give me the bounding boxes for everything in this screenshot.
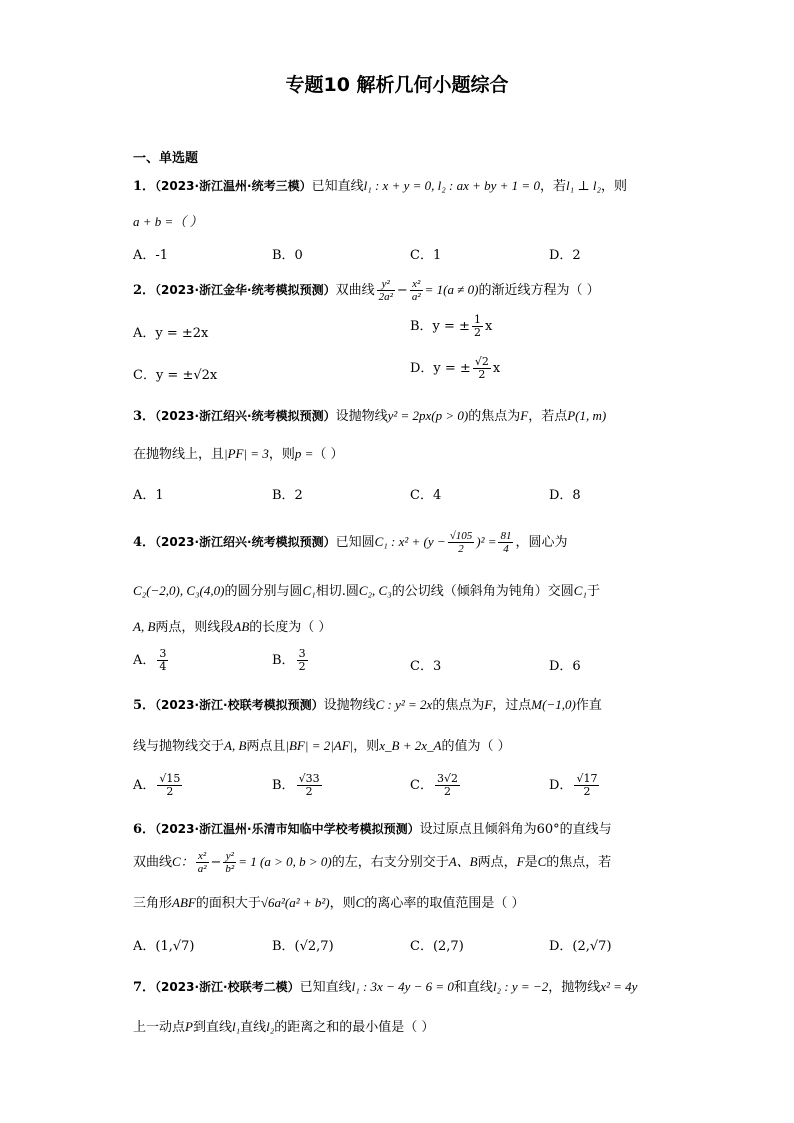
math-expr: = 1(a ≠ 0)	[424, 282, 479, 297]
question-text: ，则	[600, 179, 627, 194]
question-number: 7．	[133, 980, 156, 995]
option-b: B．0	[272, 248, 303, 263]
question-4-line2: C₂(−2,0), C₃(4,0)的圆分别与圆C₁相切.圆C₂, C₃的公切线（倾斜角为钝角）交圆C₁于	[133, 583, 600, 599]
question-text: ，若	[539, 179, 566, 194]
option-d: D．8	[549, 488, 581, 503]
question-6-line3: 三角形ABF的面积大于√6a²(a² + b²)，则C的离心率的取值范围是（ ）	[133, 895, 525, 911]
option-a: A． $\frac{3}{4}$	[133, 647, 167, 673]
question-number: 6．	[133, 822, 156, 837]
question-7: 7．（2023·浙江·校联考二模）已知直线l₁ : 3x − 4y − 6 = 0和直线l₂ : y = −2，抛物线x² = 4y	[133, 979, 638, 995]
question-source: （2023·浙江金华·统考模拟预测）	[155, 283, 336, 297]
question-text: 已知直线	[311, 179, 364, 194]
option-b: B．(√2,7)	[272, 939, 334, 954]
math-expr: l₁ : x + y = 0, l₂ : ax + by + 1 = 0	[363, 178, 540, 193]
option-c: C．3	[410, 659, 442, 674]
fraction: $\frac{\text{y²}}{\text{2a²}}$	[378, 278, 393, 303]
option-a: A．(1,√7)	[133, 939, 195, 954]
question-1-line2	[133, 213, 203, 232]
option-b: B． $\frac{√33}{2}$	[272, 772, 320, 798]
option-d: D．(2,√7)	[549, 939, 612, 954]
math-expr: a + b =（ ）	[133, 214, 203, 229]
question-source: （2023·浙江绍兴·统考模拟预测）	[155, 409, 336, 423]
question-source: （2023·浙江绍兴·统考模拟预测）	[155, 535, 336, 549]
option-b: B．y = ± $\frac{1}{2}$ x	[410, 313, 493, 339]
fraction: $\frac{\text{x²}}{\text{a²}}$	[411, 278, 421, 303]
option-b: B．2	[272, 488, 303, 503]
question-number: 1．	[133, 179, 156, 194]
option-d: D．6	[549, 659, 581, 674]
option-a: A．-1	[133, 248, 169, 263]
option-d: D．2	[549, 248, 581, 263]
question-number: 3．	[133, 409, 156, 424]
question-number: 5．	[133, 698, 156, 713]
question-3-line2: 在抛物线上，且|PF| = 3，则p =（ ）	[133, 446, 344, 462]
question-text: 双曲线	[335, 283, 375, 298]
question-2	[133, 278, 600, 303]
question-5-line2: 线与抛物线交于A, B两点且|BF| = 2|AF|，则x_B + 2x_A的值为（ ）	[133, 738, 511, 754]
math-expr: l₁ ⊥ l₂	[565, 178, 601, 193]
question-7-line2: 上一动点P到直线l₁直线l₂的距离之和的最小值是（ ）	[133, 1019, 435, 1035]
option-c: C．1	[410, 248, 442, 263]
option-b: B． $\frac{3}{2}$	[272, 647, 306, 673]
option-d: D．y = ± $\frac{√2}{2}$ x	[410, 355, 501, 381]
question-4-line3: A, B两点，则线段AB的长度为（ ）	[133, 619, 332, 635]
option-a: A．y = ±2x	[133, 326, 209, 341]
question-1	[133, 177, 627, 196]
question-6: 6．（2023·浙江温州·乐清市知临中学校考模拟预测）设过原点且倾斜角为60°的直线与	[133, 822, 612, 837]
question-source: （2023·浙江温州·乐清市知临中学校考模拟预测）	[155, 822, 420, 836]
question-source: （2023·浙江·校联考模拟预测）	[155, 698, 324, 712]
math-expr: −	[396, 283, 408, 298]
option-c: C．y = ±√2x	[133, 368, 218, 383]
question-text: 的渐近线方程为（ ）	[478, 283, 600, 298]
page-title: 专题10 解析几何小题综合	[285, 74, 509, 96]
question-number: 2．	[133, 283, 156, 298]
question-6-line2: 双曲线C： $\frac{\text{x²}}{\text{a²}}$ − $\frac{\text{y²}}{\text{b²}}$ = 1 (a > 0, b > 0)的左，右支分别交于A、B两点，F是C的焦点，若	[133, 850, 612, 875]
option-a: A．1	[133, 488, 164, 503]
section-heading: 一、单选题	[133, 151, 199, 166]
question-3: 3．（2023·浙江绍兴·统考模拟预测）设抛物线y² = 2px(p > 0)的焦点为F，若点P(1, m)	[133, 408, 607, 424]
question-source: （2023·浙江温州·统考三模）	[155, 179, 312, 193]
option-c: C． $\frac{3√2}{2}$	[410, 772, 458, 798]
option-a: A． $\frac{√15}{2}$	[133, 772, 181, 798]
option-c: C．4	[410, 488, 442, 503]
question-source: （2023·浙江·校联考二模）	[155, 980, 300, 994]
question-5: 5．（2023·浙江·校联考模拟预测）设抛物线C : y² = 2x的焦点为F，过点M(−1,0)作直	[133, 697, 602, 713]
question-4: 4．（2023·浙江绍兴·统考模拟预测）已知圆C₁ : x² + (y − $\frac{√105}{2}$ )² = $\frac{81}{4}$ ，圆心为	[133, 530, 568, 555]
option-d: D． $\frac{√17}{2}$	[549, 772, 598, 798]
option-c: C．(2,7)	[410, 939, 464, 954]
question-number: 4．	[133, 535, 156, 550]
